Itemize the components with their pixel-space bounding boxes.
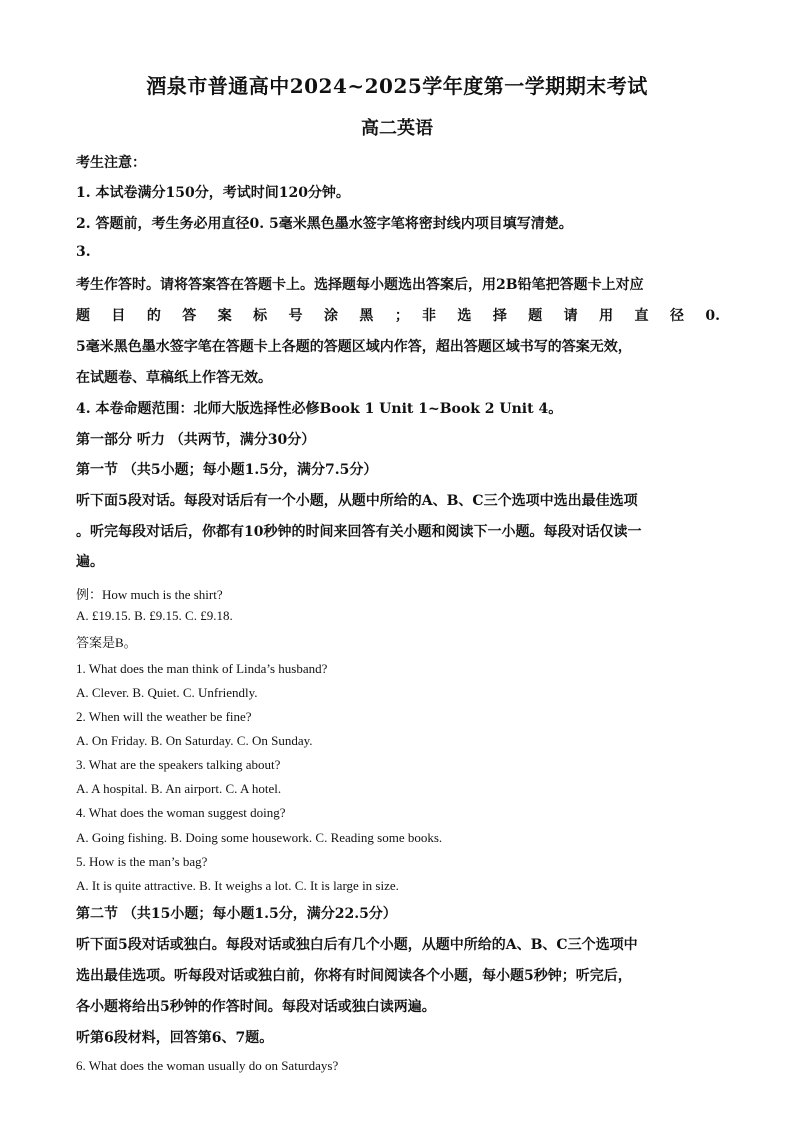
question-2-options: A. On Friday. B. On Saturday. C. On Sunday. (76, 733, 313, 748)
section2-instruction-line-3: 各小题将给出5秒钟的作答时间。每段对话或独白读两遍。 (76, 999, 436, 1015)
section1-instruction-line-1: 听下面5段对话。每段对话后有一个小题，从题中所给的A、B、C三个选项中选出最佳选项 (76, 493, 638, 509)
notice-item-4: 4. 本卷命题范围：北师大版选择性必修Book 1 Unit 1~Book 2 Unit 4。 (76, 401, 563, 417)
notice-heading: 考生注意： (76, 155, 146, 171)
notice-item-3-line-3: 5毫米黑色墨水签字笔在答题卡上各题的答题区域内作答，超出答题区域书写的答案无效， (76, 339, 632, 355)
question-3-options: A. A hospital. B. An airport. C. A hotel. (76, 781, 282, 796)
question-2: 2. When will the weather be fine? (76, 709, 252, 724)
example-answer: 答案是B。 (76, 635, 137, 650)
notice-item-2: 2. 答题前，考生务必用直径0. 5毫米黑色墨水签字笔将密封线内项目填写清楚。 (76, 216, 573, 232)
page-subtitle: 高二英语 (361, 118, 433, 139)
notice-item-3-number: 3. (76, 244, 91, 260)
notice-item-3-line-1: 考生作答时。请将答案答在答题卡上。选择题每小题选出答案后，用2B铅笔把答题卡上对应 (76, 277, 644, 293)
question-4-options: A. Going fishing. B. Doing some housework. C. Reading some books. (76, 830, 443, 845)
part1-heading: 第一部分 听力 （共两节，满分30分） (76, 432, 316, 448)
question-1: 1. What does the man think of Linda’s husband? (76, 661, 328, 676)
section1-instruction-line-2: 。听完每段对话后，你都有10秒钟的时间来回答有关小题和阅读下一小题。每段对话仅读一 (76, 524, 642, 540)
question-5-options: A. It is quite attractive. B. It weighs a lot. C. It is large in size. (76, 878, 399, 893)
page-title: 酒泉市普通高中2024~2025学年度第一学期期末考试 (146, 74, 648, 98)
section2-instruction-line-1: 听下面5段对话或独白。每段对话或独白后有几个小题，从题中所给的A、B、C三个选项中 (76, 937, 638, 953)
section1-instruction-line-3: 遍。 (76, 554, 104, 570)
section1-heading: 第一节 （共5小题；每小题1.5分，满分7.5分） (76, 462, 378, 478)
question-6: 6. What does the woman usually do on Saturdays? (76, 1058, 339, 1073)
example-question: 例：How much is the shirt? (76, 587, 223, 602)
question-3: 3. What are the speakers talking about? (76, 757, 281, 772)
notice-item-3-line-4: 在试题卷、草稿纸上作答无效。 (76, 370, 272, 386)
example-options: A. £19.15. B. £9.15. C. £9.18. (76, 608, 233, 623)
question-5: 5. How is the man’s bag? (76, 854, 208, 869)
section2-heading: 第二节 （共15小题；每小题1.5分，满分22.5分） (76, 906, 397, 922)
section2-instruction-line-2: 选出最佳选项。听每段对话或独白前，你将有时间阅读各个小题，每小题5秒钟；听完后， (76, 968, 632, 984)
notice-item-1: 1. 本试卷满分150分，考试时间120分钟。 (76, 185, 350, 201)
question-1-options: A. Clever. B. Quiet. C. Unfriendly. (76, 685, 258, 700)
material-6-heading: 听第6段材料，回答第6、7题。 (76, 1030, 274, 1046)
question-4: 4. What does the woman suggest doing? (76, 805, 286, 820)
notice-item-3-line-2: 题 目 的 答 案 标 号 涂 黑 ； 非 选 择 题 请 用 直 径 0. (76, 308, 720, 324)
